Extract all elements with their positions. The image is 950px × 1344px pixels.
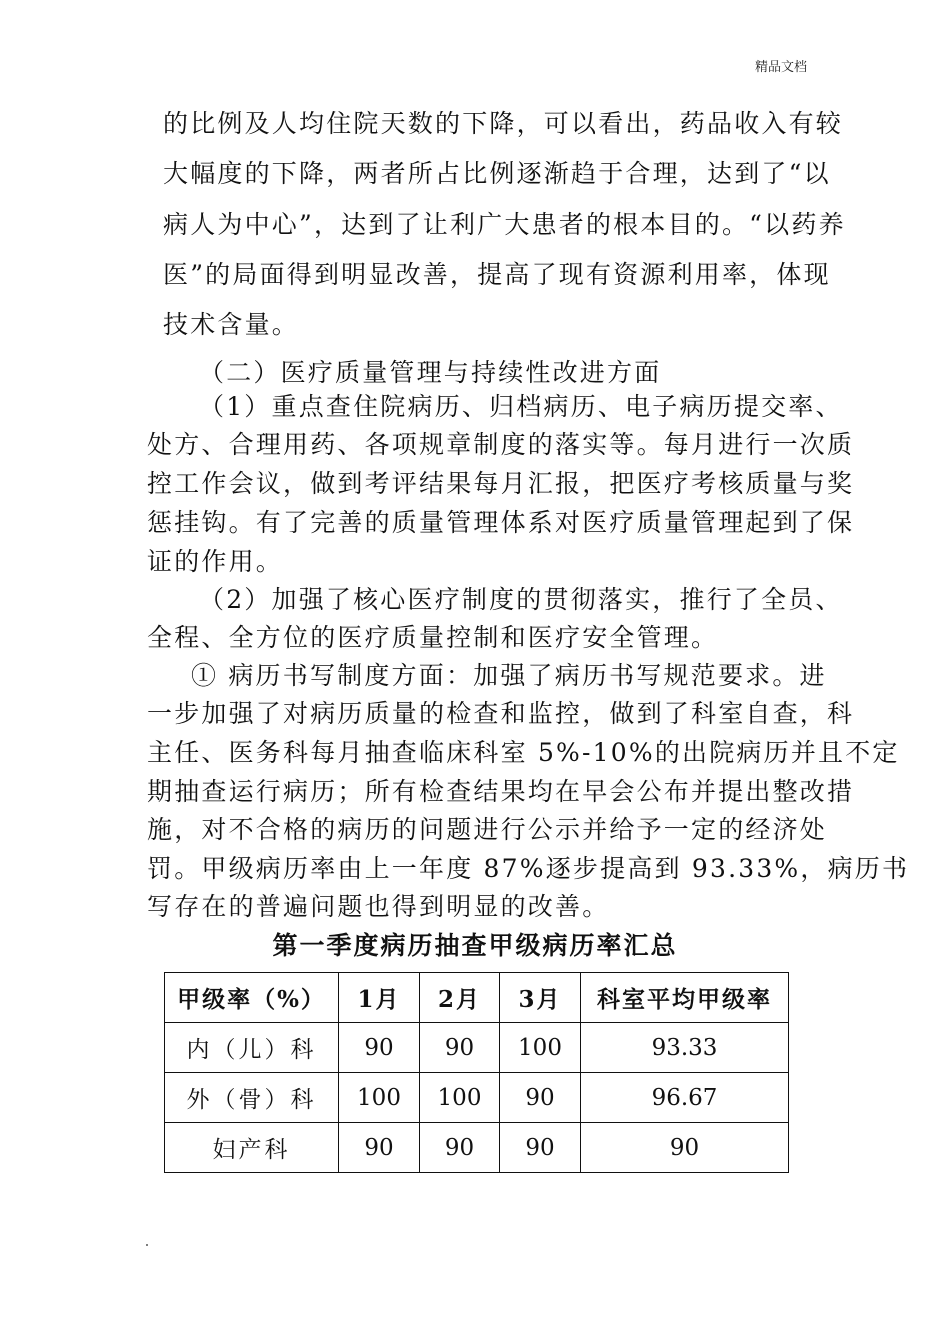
paragraph-line: 大幅度的下降，两者所占比例逐渐趋于合理，达到了“以: [163, 159, 831, 188]
value-cell: 90: [500, 1123, 581, 1173]
paragraph-line: 处方、合理用药、各项规章制度的落实等。每月进行一次质: [147, 430, 855, 459]
paragraph-line: 惩挂钩。有了完善的质量管理体系对医疗质量管理起到了保: [147, 508, 855, 537]
section-heading: （二）医疗质量管理与持续性改进方面: [199, 358, 662, 387]
paragraph-line: ① 病历书写制度方面：加强了病历书写规范要求。进: [191, 661, 827, 690]
value-cell: 96.67: [581, 1073, 789, 1123]
value-cell: 93.33: [581, 1023, 789, 1073]
paragraph-line: 一步加强了对病历质量的检查和监控，做到了科室自查，科: [147, 699, 855, 728]
paragraph-line: 全程、全方位的医疗质量控制和医疗安全管理。: [147, 623, 719, 652]
value-cell: 90: [420, 1023, 500, 1073]
value-cell: 90: [339, 1123, 420, 1173]
paragraph-line: 施，对不合格的病历的问题进行公示并给予一定的经济处: [147, 815, 828, 844]
table-row: [165, 1073, 789, 1123]
paragraph-line: 控工作会议，做到考评结果每月汇报，把医疗考核质量与奖: [147, 469, 855, 498]
table-header-row: [165, 973, 789, 1023]
value-cell: 90: [581, 1123, 789, 1173]
paragraph-line: 病人为中心”，达到了让利广大患者的根本目的。“以药养: [163, 210, 846, 239]
header-cell: 1月: [339, 973, 420, 1023]
paragraph-line: 写存在的普遍问题也得到明显的改善。: [147, 892, 610, 921]
dept-cell: 妇产科: [165, 1123, 339, 1173]
page-dot: [146, 1244, 148, 1246]
paragraph-line: 技术含量。: [163, 310, 300, 339]
header-cell: 科室平均甲级率: [581, 973, 789, 1023]
paragraph-line: 的比例及人均住院天数的下降，可以看出，药品收入有较: [163, 109, 844, 138]
header-cell: 2月: [420, 973, 500, 1023]
paragraph-line: （2）加强了核心医疗制度的贯彻落实，推行了全员、: [199, 585, 843, 614]
paragraph-line: 罚。甲级病历率由上一年度 87%逐步提高到 93.33%，病历书: [147, 854, 910, 883]
paragraph-line: 医”的局面得到明显改善，提高了现有资源利用率，体现: [163, 260, 831, 289]
page-header-label: 精品文档: [754, 60, 807, 75]
value-cell: 100: [339, 1073, 420, 1123]
table-title: 第一季度病历抽查甲级病历率汇总: [272, 931, 678, 960]
value-cell: 90: [339, 1023, 420, 1073]
paragraph-line: 证的作用。: [147, 547, 284, 576]
paragraph-line: （1）重点查住院病历、归档病历、电子病历提交率、: [199, 392, 843, 421]
value-cell: 100: [420, 1073, 500, 1123]
dept-cell: 外（骨）科: [165, 1073, 339, 1123]
table-row: [165, 1123, 789, 1173]
header-cell: 3月: [500, 973, 581, 1023]
dept-cell: 内（儿）科: [165, 1023, 339, 1073]
table-row: [165, 1023, 789, 1073]
value-cell: 90: [420, 1123, 500, 1173]
value-cell: 90: [500, 1073, 581, 1123]
header-cell: 甲级率（%）: [165, 973, 339, 1023]
grade-rate-table: [164, 972, 789, 1173]
paragraph-line: 主任、医务科每月抽查临床科室 5%-10%的出院病历并且不定: [147, 738, 900, 767]
value-cell: 100: [500, 1023, 581, 1073]
paragraph-line: 期抽查运行病历；所有检查结果均在早会公布并提出整改措: [147, 777, 855, 806]
